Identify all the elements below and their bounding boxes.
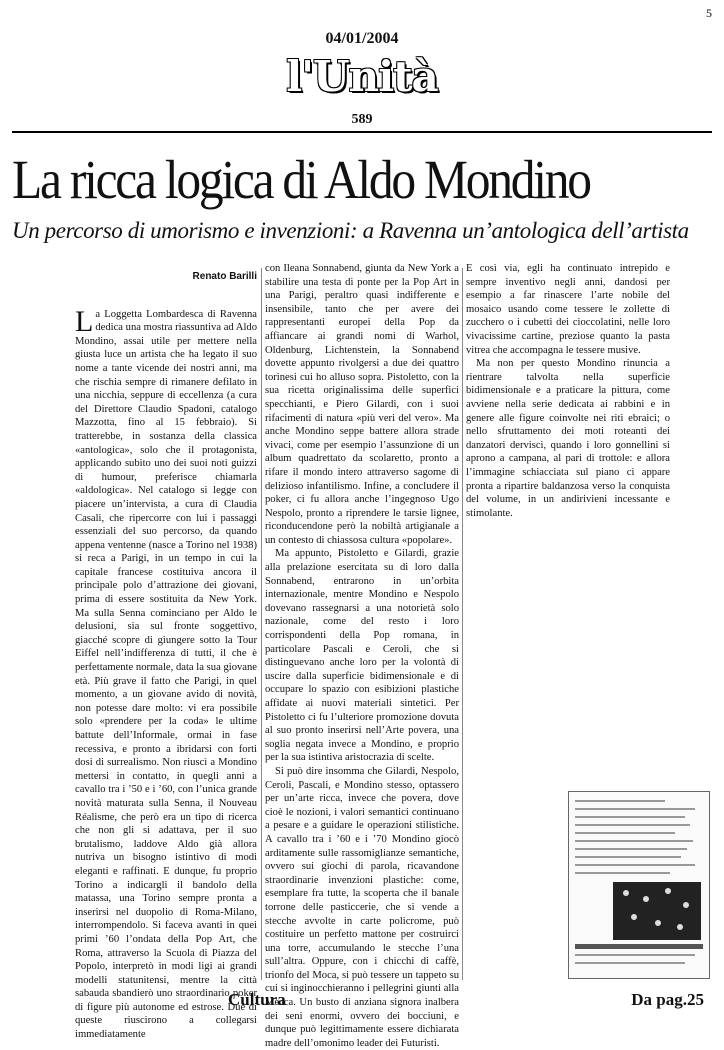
masthead-date: 04/01/2004: [325, 30, 399, 47]
thumbnail-text-line: [575, 816, 685, 818]
thumbnail-header-line: [575, 800, 665, 802]
continued-from-label: Da pag.25: [631, 990, 704, 1009]
article-column-3: [466, 262, 670, 519]
column-divider: [462, 268, 463, 980]
paragraph: Si può dire insomma che Gilardi, Nespolo, Ceroli, Pascali, e Mondino stesso, optassero per un’arte ricca, invece che povera, dove cioè le nozioni, i valori semantici continuano a pesare e a guidare le operazioni stilistiche. A cavallo tra i ’60 e i ’70 Mondino giocò arditamente sulle rassomiglianze semantiche, ovvero sui giochi di parola, ricavandone straordinarie invenzioni plastiche: come, esemplare fra tutte, la scoperta che il banale torrone delle pasticcerie, che si vende a stecche avvolte in carte policrome, può costituire un perfetto mattone per costruirci una torre, accumulando le stecche l’una sull’altra. Oppure, con i chicchi di caffè, trionfo del Moca, si può tessere un tappeto su cui si inginocchieranno i pellegrini giunti alla Mecca. Un busto di anziana signora inalbera dei seni enormi, ovvero dei bocciuni, e dunque può legittimamente essere dichiarata madre dell’omonimo leader dei Futuristi.: [265, 765, 459, 1049]
thumbnail-text-line: [575, 864, 695, 866]
thumbnail-figure: [665, 888, 671, 894]
page-thumbnail-image: [568, 791, 710, 979]
page-number: 5: [706, 6, 712, 20]
column-divider: [261, 268, 262, 980]
paragraph: E così via, egli ha continuato intrepido e sempre inventivo negli anni, dandosi per esempio a far rinascere l’arte nobile del mosaico usando come tessere le zollette di zucchero o i cubetti dei cioccolatini, nelle loro vivacissime cartine, preziose quanto la pasta vitrea che accompagna le tessere musive.: [466, 263, 670, 356]
article-subhead: Un percorso di umorismo e invenzioni: a Ravenna un’antologica dell’artista: [12, 218, 689, 243]
thumbnail-figure: [677, 924, 683, 930]
byline: Renato Barilli: [192, 271, 257, 282]
issue-number: 589: [351, 112, 373, 127]
thumbnail-text-line: [575, 808, 695, 810]
thumbnail-figure: [623, 890, 629, 896]
thumbnail-text-line: [575, 954, 695, 956]
thumbnail-figure: [631, 914, 637, 920]
masthead-divider: [12, 131, 712, 133]
article-column-2: [265, 262, 459, 1049]
thumbnail-artwork-image: [613, 882, 701, 940]
article-headline: La ricca logica di Aldo Mondino: [12, 149, 590, 210]
paragraph: La Loggetta Lombardesca di Ravenna dedica una mostra riassuntiva ad Aldo Mondino, assai utile per mettere nella giusta luce un artista che ha legato il suo nome a tante vicende dei nostri anni, ma che rischia sempre di rimanere defilato in una nicchia, seppure di eccellenza (a cura del Direttore Claudio Spadoni, catalogo Mazzotta, fino al 15 febbraio). Si tratterebbe, in sostanza della classica «antologica», solo che il protagonista, applicando subito uno dei suoi noti guizzi di humour, preferisce chiamarla «aldologica». Nel catalogo si legge con piacere un’intervista, a cura di Claudia Casali, che ripercorre con lui i passaggi essenziali del suo percorso, da quando appena ventenne (nasce a Torino nel 1938) si reca a Parigi, in un tempo in cui la capitale francese costituiva ancora il principale polo d’attrazione dei giovani, prima di essere sostituita da New York. Ma sulla Senna cominciano per Aldo le delusioni, sia sul fronte soggettivo, giacché scopre di giungere sotto la Tour Eiffel nell’indifferenza di tutti, il che è perfettamente normale, data la sua giovane età. Più grave il fatto che Parigi, in quel momento, a un giovane avido di novità, non potesse dare molto: vi era possibile solo «prendere per la coda» le ultime battute dell’Informale, ormai in fase recessiva, e pronto a ibridarsi con forti dosi di surrealismo. Non riuscì a Mondino mettersi in contatto, in quegli anni a cavallo tra i ’50 e i ’60, con l’unica grande novità maturata sulla Senna, il Nouveau Réalisme, che però era un tipo di ricerca che non gli si adattava, per il suo brutalismo, laddove Aldo già allora nutriva un bisogno istintivo di modi eleganti e raffinati. E dunque, fu proprio Torino a indicargli il bandolo della matassa, una Torino sempre pronta a inserirsi nel duopolio di Roma-Milano, interrompendolo. Si faceva avanti in quei primi ’60 l’ondata della Pop Art, che Roma, attraverso la Scuola di Piazza del Popolo, interpretò in modi ligi ai grandi modelli statunitensi, mentre la città sabauda sbandierò uno straordinario poker di figure più autonome ed estrose. Due di queste riuscirono a collegarsi immediatamente: [75, 304, 257, 1041]
newspaper-logo: l'Unità: [286, 52, 438, 101]
paragraph: Ma non per questo Mondino rinuncia a rientrare talvolta nella superficie bidimensionale e a praticare la pittura, come avviene nella serie dedicata ai rabbini e in genere alle figure coinvolte nei riti ebraici; o nello sfruttamento dei moti roteanti dei danzatori dervisci, quando i loro gonnellini si aprono a campana, al pari di trottole: e allora l’immagine schiacciata sul piano ci appare pronta a ripartire baldanzosa verso la conquista del volume, in un andirivieni incessante e stimolante.: [466, 358, 670, 519]
thumbnail-text-line: [575, 832, 675, 834]
thumbnail-caption-line: [575, 944, 703, 949]
paragraph: con Ileana Sonnabend, giunta da New York a stabilire una testa di ponte per la Pop Art in una Parigi, peraltro quasi indifferente e insensibile, tanto che per avere dei rappresentanti europei della Pop da affiancare ai grandi nomi di Warhol, Oldenburg, Lichtenstein, la Sonnabend dovette appunto rivolgersi a due dei quattro torinesi cui ho alluso sopra. Pistoletto, con la sua ricetta originalissima delle superfici specchianti, e Piero Gilardi, con i suoi rifacimenti di natura «più veri del vero». Ma anche Mondino seppe battere allora strade vivaci, come per esempio l’assunzione di un album quadrettato da scolaretto, pronto a rifare il mondo intero attraverso sagome di delizioso infantilismo. Infine, a concludere il poker, ci fu allora anche l’ingegnoso Ugo Nespolo, pronto a riprendere le tarsie lignee, riconducendone però la nobiltà artigianale a un contesto di chiassosa cultura «popolare».: [265, 263, 459, 546]
thumbnail-text-line: [575, 856, 681, 858]
thumbnail-text-line: [575, 848, 687, 850]
thumbnail-text-line: [575, 962, 685, 964]
thumbnail-text-line: [575, 824, 690, 826]
thumbnail-figure: [643, 896, 649, 902]
section-label: Cultura: [228, 990, 286, 1009]
thumbnail-text-line: [575, 840, 693, 842]
paragraph: Ma appunto, Pistoletto e Gilardi, grazie alla prelazione esercitata su di loro dalla Sonnabend, entrarono in un’orbita internazionale, mentre Mondino e Nespolo dovevano rassegnarsi a una notorietà solo nazionale, come del resto i loro corrispondenti della Pop romana, in particolare Pascali e Ceroli, che si distinguevano anche loro per la volontà di uscire dalla superficie bidimensionale e di occupare lo spazio con esibizioni plastiche affidate ai nuovi materiali sintetici. Per Pistoletto ci fu l’ulteriore promozione dovuta al suo pronto inserirsi nell’Arte povera, una soglia negata invece a Mondino, e proprio per la sua istintiva aristocrazia di scelte.: [265, 548, 459, 764]
thumbnail-text-line: [575, 872, 670, 874]
thumbnail-figure: [655, 920, 661, 926]
thumbnail-figure: [683, 902, 689, 908]
